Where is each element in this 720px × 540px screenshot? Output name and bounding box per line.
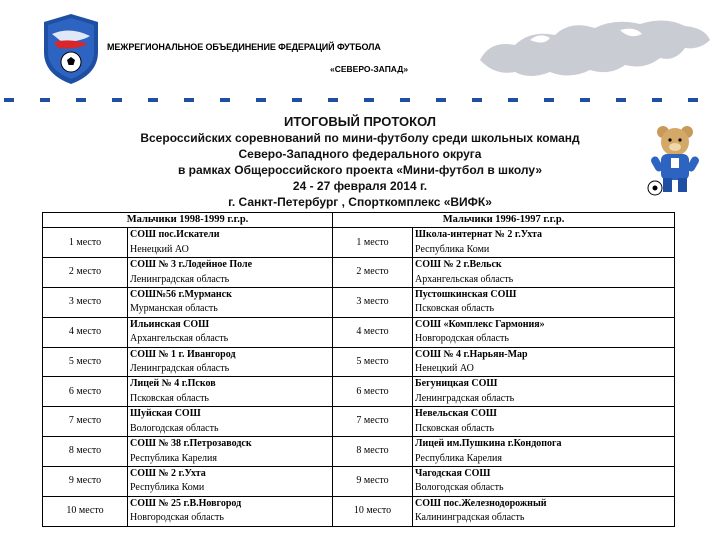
map-silhouette <box>470 10 715 90</box>
table-row <box>43 407 675 437</box>
place-cell-right: 6 место <box>333 377 413 407</box>
title-line-3: в рамках Общероссийского проекта «Мини-футбол в школу» <box>177 163 543 177</box>
school-name: СОШ пос.Искатели <box>130 229 220 241</box>
table-row <box>43 466 675 496</box>
region-name: Псковская область <box>415 422 495 434</box>
region-name: Республика Карелия <box>130 452 217 464</box>
region-name: Республика Коми <box>130 482 205 494</box>
table-row <box>43 496 675 526</box>
team-cell-right <box>413 377 675 407</box>
region-name: Калининградская область <box>415 512 525 524</box>
region-name: Мурманская область <box>130 303 218 315</box>
school-name: СОШ№56 г.Мурманск <box>130 289 232 301</box>
place-cell-left: 8 место <box>43 437 128 467</box>
team-cell-right <box>413 258 675 288</box>
school-name: СОШ № 38 г.Петрозаводск <box>130 438 252 450</box>
table-row <box>43 228 675 258</box>
region-name: Архангельская область <box>415 273 514 285</box>
region-name: Псковская область <box>415 303 495 315</box>
school-name: СОШ № 3 г.Лодейное Поле <box>130 259 253 271</box>
team-cell-left <box>128 288 333 318</box>
team-cell-left <box>128 377 333 407</box>
federation-logo <box>40 12 102 86</box>
school-name: СОШ пос.Железнодорожный <box>415 497 547 509</box>
team-cell-left <box>128 437 333 467</box>
team-cell-right <box>413 317 675 347</box>
place-cell-right: 2 место <box>333 258 413 288</box>
place-cell-left: 6 место <box>43 377 128 407</box>
team-cell-left <box>128 496 333 526</box>
team-cell-right <box>413 347 675 377</box>
place-cell-left: 3 место <box>43 288 128 318</box>
table-header-row <box>43 213 675 228</box>
place-cell-right: 10 место <box>333 496 413 526</box>
protocol-title: ИТОГОВЫЙ ПРОТОКОЛ <box>284 114 436 129</box>
region-name: Республика Коми <box>415 243 490 255</box>
place-cell-right: 3 место <box>333 288 413 318</box>
place-cell-right: 9 место <box>333 466 413 496</box>
school-name: СОШ № 2 г.Ухта <box>130 467 206 479</box>
place-cell-right: 4 место <box>333 317 413 347</box>
school-name: Ильинская СОШ <box>130 318 210 330</box>
team-cell-right <box>413 496 675 526</box>
team-cell-right <box>413 437 675 467</box>
place-cell-right: 8 место <box>333 437 413 467</box>
team-cell-left <box>128 466 333 496</box>
region-name: Вологодская область <box>130 422 219 434</box>
school-name: СОШ № 2 г.Вельск <box>415 259 502 271</box>
region-name: Ленинградская область <box>130 363 230 375</box>
place-cell-left: 2 место <box>43 258 128 288</box>
school-name: СОШ № 25 г.В.Новгород <box>130 497 242 509</box>
table-row <box>43 317 675 347</box>
school-name: СОШ № 4 г.Нарьян-Мар <box>415 348 528 360</box>
org-name-line2: «СЕВЕРО-ЗАПАД» <box>330 64 409 74</box>
region-name: Новгородская область <box>130 512 224 524</box>
team-cell-right <box>413 466 675 496</box>
region-name: Республика Карелия <box>415 452 502 464</box>
team-cell-right <box>413 288 675 318</box>
school-name: Невельская СОШ <box>415 408 497 420</box>
place-cell-right: 5 место <box>333 347 413 377</box>
school-name: СОШ № 1 г. Ивангород <box>130 348 236 360</box>
team-cell-left <box>128 317 333 347</box>
team-cell-right <box>413 228 675 258</box>
team-cell-left <box>128 407 333 437</box>
title-line-4: 24 - 27 февраля 2014 г. <box>292 179 428 193</box>
table-row <box>43 258 675 288</box>
left-group-header: Мальчики 1998-1999 г.г.р. <box>43 213 333 228</box>
org-name-line1: МЕЖРЕГИОНАЛЬНОЕ ОБЪЕДИНЕНИЕ ФЕДЕРАЦИЙ ФУТБОЛА <box>107 42 381 52</box>
school-name: Лицей № 4 г.Псков <box>130 378 216 390</box>
place-cell-right: 1 место <box>333 228 413 258</box>
table-row <box>43 347 675 377</box>
header-divider <box>0 97 720 103</box>
school-name: СОШ «Комплекс Гармония» <box>415 318 545 330</box>
school-name: Шуйская СОШ <box>130 408 201 420</box>
region-name: Архангельская область <box>130 333 229 345</box>
mascot-bear-image <box>645 120 707 198</box>
region-name: Ненецкий АО <box>130 243 189 255</box>
table-row <box>43 288 675 318</box>
region-name: Вологодская область <box>415 482 504 494</box>
school-name: Бегуницкая СОШ <box>415 378 498 390</box>
results-table <box>42 212 675 527</box>
place-cell-left: 10 место <box>43 496 128 526</box>
place-cell-left: 5 место <box>43 347 128 377</box>
region-name: Ненецкий АО <box>415 363 474 375</box>
region-name: Ленинградская область <box>415 392 515 404</box>
right-group-header: Мальчики 1996-1997 г.г.р. <box>333 213 675 228</box>
school-name: Школа-интернат № 2 г.Ухта <box>415 229 543 241</box>
school-name: Лицей им.Пушкина г.Кондопога <box>415 438 562 450</box>
school-name: Пустошкинская СОШ <box>415 289 517 301</box>
title-line-2: Северо-Западного федерального округа <box>238 147 482 161</box>
place-cell-left: 7 место <box>43 407 128 437</box>
region-name: Псковская область <box>130 392 209 404</box>
team-cell-left <box>128 228 333 258</box>
school-name: Чагодская СОШ <box>415 467 491 479</box>
place-cell-left: 4 место <box>43 317 128 347</box>
table-row <box>43 437 675 467</box>
team-cell-right <box>413 407 675 437</box>
team-cell-left <box>128 347 333 377</box>
table-row <box>43 377 675 407</box>
region-name: Новгородская область <box>415 333 509 345</box>
title-line-1: Всероссийских соревнований по мини-футболу среди школьных команд <box>140 131 580 145</box>
region-name: Ленинградская область <box>130 273 230 285</box>
place-cell-right: 7 место <box>333 407 413 437</box>
title-line-5: г. Санкт-Петербург , Спорткомплекс «ВИФК» <box>228 195 492 209</box>
place-cell-left: 9 место <box>43 466 128 496</box>
place-cell-left: 1 место <box>43 228 128 258</box>
team-cell-left <box>128 258 333 288</box>
